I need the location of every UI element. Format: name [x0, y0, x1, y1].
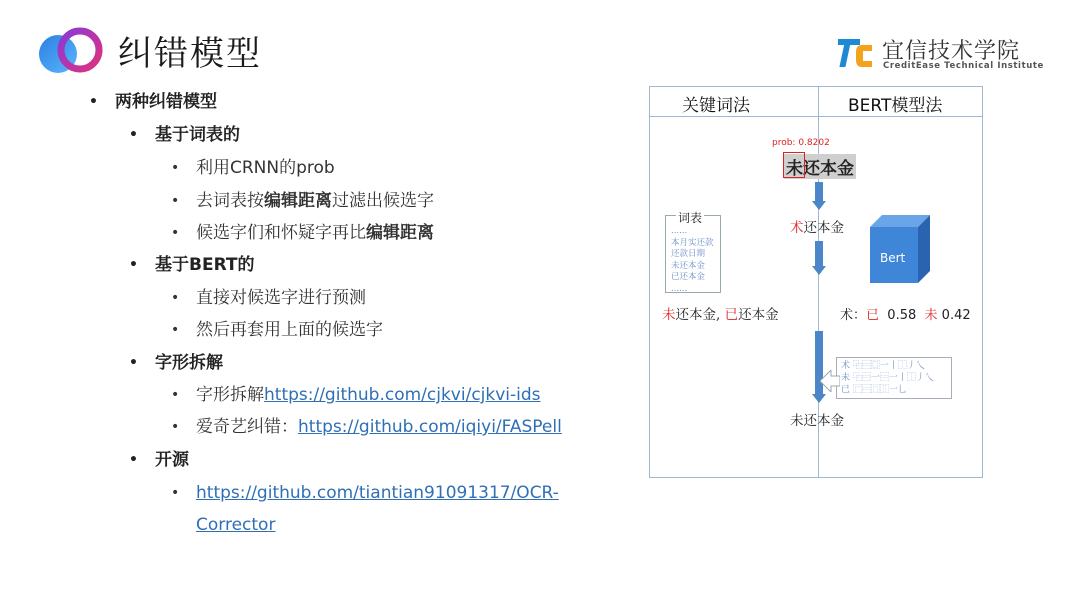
bullet-item: [171, 222, 434, 244]
ocr-corrector-link-cont[interactable]: Corrector: [196, 515, 276, 535]
correction-diagram: [649, 86, 983, 478]
bullet-text: 两种纠错模型: [115, 92, 217, 112]
final-word: 未还本金: [790, 413, 844, 429]
bullet-text: 过滤出候选字: [332, 191, 434, 211]
bullet-text: 开源: [155, 450, 189, 470]
bullet-item: [171, 384, 541, 406]
bullet-text: 利用CRNN的prob: [196, 158, 335, 178]
bullet-text: 基于BERT的: [155, 255, 255, 275]
brand-name: 宜信技术学院: [882, 39, 1021, 64]
bullet-dot-icon: •: [129, 257, 138, 273]
bullet-dot-icon: •: [171, 193, 180, 209]
bert-result: 术：已 0.58 未 0.42: [840, 308, 971, 323]
bullet-item: [171, 319, 383, 341]
ocr-word: 未还本金: [784, 154, 856, 179]
brand-tc-icon: [836, 36, 874, 70]
bullet-text: 基于词表的: [155, 125, 240, 145]
slide-title: 纠错模型: [118, 34, 262, 74]
bullet-item: [129, 254, 255, 276]
bullet-item: [129, 124, 240, 146]
bullet-dot-icon: •: [171, 322, 180, 338]
flow-arrow-head-icon: [812, 201, 826, 210]
candidate-word: 术还本金: [790, 220, 844, 236]
bullet-text: 爱奇艺纠错：: [196, 417, 298, 437]
vocab-list-box: [665, 211, 721, 294]
column-title-bert: BERT模型法: [848, 96, 943, 116]
bullet-item: [171, 190, 434, 212]
flow-arrow-head-icon: [812, 394, 826, 403]
keyword-result: 未还本金, 已还本金: [662, 307, 779, 323]
bullet-item: [171, 416, 562, 438]
bullet-text-bold: 编辑距离: [264, 191, 332, 211]
bert-label: Bert: [880, 251, 906, 265]
bullet-dot-icon: •: [171, 290, 180, 306]
vocab-items: ...... 本月实还款 还款日期 未还本金 已还本金 ......: [671, 226, 714, 294]
flow-arrow-bar: [815, 182, 823, 202]
brand-subtitle: CreditEase Technical Institute: [883, 61, 1044, 71]
glyph-decomposition-box: 术 ⿻⿳⿴一丨⿰丿乀 未 ⿻⿳一⿳一丨⿰丿乀 已 ⿸⿳⿵⿲一乚: [836, 357, 952, 399]
brand-logo: [836, 34, 1044, 74]
bullet-item-continuation: [196, 514, 275, 536]
cjkvi-ids-link[interactable]: https://github.com/cjkvi/cjkvi-ids: [264, 385, 541, 405]
bullet-item: [129, 352, 223, 374]
prob-label: prob: 0.8202: [772, 138, 830, 148]
ocr-corrector-link[interactable]: https://github.com/tiantian91091317/OCR-: [196, 483, 559, 503]
bullet-dot-icon: •: [89, 94, 98, 110]
flow-arrow-bar: [815, 241, 823, 267]
bullet-dot-icon: •: [171, 225, 180, 241]
flow-arrow-head-icon: [812, 266, 826, 275]
column-title-keyword: 关键词法: [682, 96, 750, 116]
suspect-char-box: [783, 152, 805, 178]
bullet-item: [171, 287, 366, 309]
bullet-dot-icon: •: [171, 485, 180, 501]
vocab-title: 词表: [678, 211, 703, 225]
bullet-text: 直接对候选字进行预测: [196, 288, 366, 308]
bullet-dot-icon: •: [129, 355, 138, 371]
bullet-dot-icon: •: [129, 127, 138, 143]
bullet-dot-icon: •: [171, 387, 180, 403]
bullet-dot-icon: •: [171, 160, 180, 176]
bullet-item: [171, 157, 335, 179]
bullet-text: 然后再套用上面的候选字: [196, 320, 383, 340]
left-arrow-icon: [820, 370, 840, 392]
bullet-text: 候选字们和怀疑字再比: [196, 223, 366, 243]
bullet-text: 字形拆解: [196, 385, 264, 405]
bullet-dot-icon: •: [129, 452, 138, 468]
bullet-text: 去词表按: [196, 191, 264, 211]
bullet-text-bold: 编辑距离: [366, 223, 434, 243]
bullet-text: 字形拆解: [155, 353, 223, 373]
faspell-link[interactable]: https://github.com/iqiyi/FASPell: [298, 417, 562, 437]
bullet-item: [89, 91, 217, 113]
bullet-item: [171, 482, 559, 504]
bullet-dot-icon: •: [171, 419, 180, 435]
bert-cube-icon: [868, 213, 930, 283]
bullet-item: [129, 449, 189, 471]
